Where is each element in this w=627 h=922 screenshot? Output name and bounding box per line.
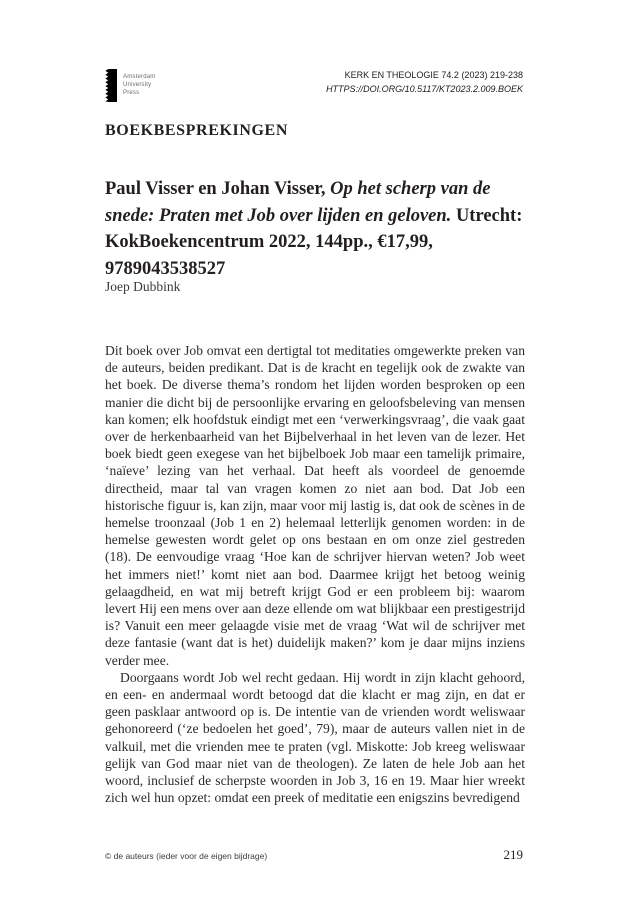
copyright-notice: © de auteurs (ieder voor de eigen bijdrage)	[105, 851, 268, 861]
review-body	[105, 342, 525, 806]
aup-logo-icon	[105, 69, 117, 102]
page-number: 219	[503, 847, 523, 862]
review-title	[105, 176, 529, 282]
doi-reference: HTTPS://DOI.ORG/10.5117/KT2023.2.009.BOEK	[326, 83, 523, 94]
page-header	[105, 68, 523, 110]
aup-logo-text-line3: Press	[123, 90, 140, 96]
review-paragraph-2: Doorgaans wordt Job wel recht gedaan. Hij wordt in zijn klacht gehoord, en een- en andermaal wordt betoogd dat die klacht er mag zijn, en dat er geen pasklaar antwoord op is. De intentie van de vrienden wordt weliswaar gehonoreerd (‘ze bedoelen het goed’, 79), maar de auteurs vallen niet in de valkuil, met die vrienden mee te praten (vgl. Miskotte: Job kreeg weliswaar gelijk van God maar niet van de theologen). Ze laten de hele Job aan het woord, inclusief de scherpste woorden in Job 3, 16 en 19. Maar hier wreekt zich wel hun opzet: omdat een preek of meditatie een enigszins bevredigend	[105, 669, 525, 806]
journal-reference: KERK EN THEOLOGIE 74.2 (2023) 219-238	[344, 70, 523, 80]
review-title-book: Op het scherp van de snede: Praten met Job over lijden en geloven.	[105, 179, 491, 226]
review-paragraph-1: Dit boek over Job omvat een dertigtal tot meditaties omgewerkte preken van de auteurs, beiden predikant. Dat is de kracht en tegelijk ook de zwakte van het boek. De diverse thema’s rondom het lijden worden besproken op een manier die dicht bij de persoonlijke ervaring en geloofsbeleving van mensen kan komen; elk hoofdstuk eindigt met een ‘verwerkingsvraag’, die vaak gaat over de herkenbaarheid van het Bijbelverhaal in het leven van de lezer. Het boek biedt geen exegese van het bijbelboek Job maar een tamelijk primaire, ‘naïeve’ lezing van het verhaal. Dat heeft als voordeel de genoemde directheid, maar tal van vragen komen zo niet aan bod. Dat Job een historische figuur is, kan zijn, maar voor mij lastig is, dat ook de scènes in de hemelse troonzaal (Job 1 en 2) helemaal letterlijk genomen worden: in de hemelse gewesten wordt gelet op ons bestaan en om onze ziel gestreden (18). De eenvoudige vraag ‘Hoe kan de schrijver hiervan weten? Job weet het immers niet!’ komt niet aan bod. Daarmee krijgt het betoog weinig gelaagdheid, en wat mij betreft krijgt God er een probleem bij: waarom levert Hij een mens over aan deze ellende om wat blijkbaar een prestigestrijd is? Vanuit een meer gelaagde visie met de vraag ‘Wat wil de schrijver met deze fantasie (want dat is het) duidelijk maken?’ kom je daar mijns inziens verder mee.	[105, 343, 525, 668]
reviewer-name: Joep Dubbink	[105, 279, 181, 294]
review-title-imprint: Utrecht: KokBoekencentrum 2022, 144pp., €17,99, 9789043538527	[105, 205, 523, 279]
journal-reference-block	[326, 69, 523, 96]
aup-logo-text-line1: Amsterdam	[123, 74, 156, 80]
section-heading: BOEKBESPREKINGEN	[105, 122, 288, 139]
aup-logo	[105, 69, 155, 102]
page-footer	[105, 849, 523, 867]
aup-logo-text	[123, 69, 155, 97]
review-title-authors: Paul Visser en Johan Visser,	[105, 179, 331, 199]
aup-logo-text-line2: University	[123, 82, 152, 88]
